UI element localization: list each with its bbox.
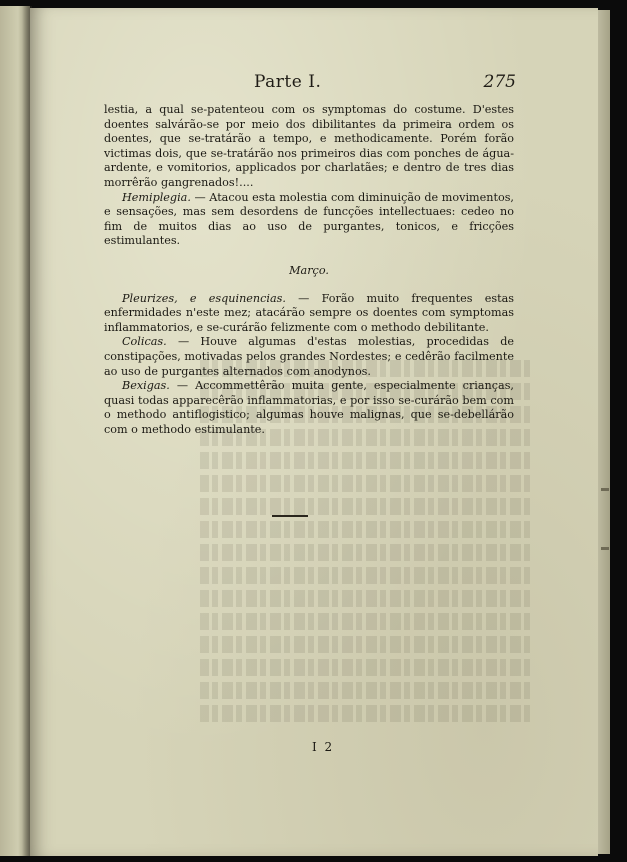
page-edge-mark xyxy=(601,547,609,550)
paragraph-pleurizes xyxy=(104,292,514,336)
page-edge-mark xyxy=(601,488,609,491)
body-text xyxy=(104,103,514,437)
paragraph-colicas xyxy=(104,335,514,379)
paragraph-continuation: lestia, a qual se-patenteou com os symptomas do costume. D'estes doentes salvárão-se por meio dos dibilitantes da primeira ordem os doentes, que se-tratárão a tempo, e methodicamente. Porém forão victimas dois, que se-tratárão nos primeiros dias com ponches de água-ardente, e vomitorios, applicados por charlatães; e dentro de tres dias morrêrão gangrenados!.... xyxy=(104,103,514,189)
entry-text: — Forão muito frequentes estas enfermidades n'este mez; atacárão sempre os doentes com symptomas inflammatorios, e se-curárão felizmente com o methodo debilitante. xyxy=(104,291,514,334)
entry-text: — Houve algumas d'estas molestias, procedidas de constipações, motivadas pelos grandes Nordestes; e cedêrão facilmente ao uso de purgantes alternados com anodynos. xyxy=(104,335,514,378)
section-title: Março. xyxy=(289,263,329,277)
entry-heading: Bexigas. xyxy=(122,379,170,393)
entry-heading: Colicas. xyxy=(122,335,167,349)
page-header xyxy=(30,72,598,98)
entry-heading: Hemiplegia. xyxy=(122,190,191,204)
paragraph-bexigas xyxy=(104,379,514,437)
entry-text: — Accommettêrão muita gente, especialmente crianças, quasi todas apparecêrão inflammatorias, e por isso se-curárão bem com o methodo antiflogistico; algumas houve malignas, que se-debellárão com o methodo estimulante. xyxy=(104,379,514,436)
section-divider xyxy=(272,515,308,517)
entry-heading: Pleurizes, e esquinencias. xyxy=(122,291,286,305)
paragraph-hemiplegia xyxy=(104,191,514,249)
signature-mark: I 2 xyxy=(312,740,335,754)
page-number: 275 xyxy=(483,72,516,92)
entry-text: — Atacou esta molestia com diminuição de movimentos, e sensações, mas sem desordens de funcções intellectuaes: cedeo no fim de muitos dias ao uso de purgantes, tonicos, e fricções estimulantes. xyxy=(104,190,514,248)
page-edge-stack xyxy=(598,10,610,854)
running-head: Parte I. xyxy=(254,72,322,92)
